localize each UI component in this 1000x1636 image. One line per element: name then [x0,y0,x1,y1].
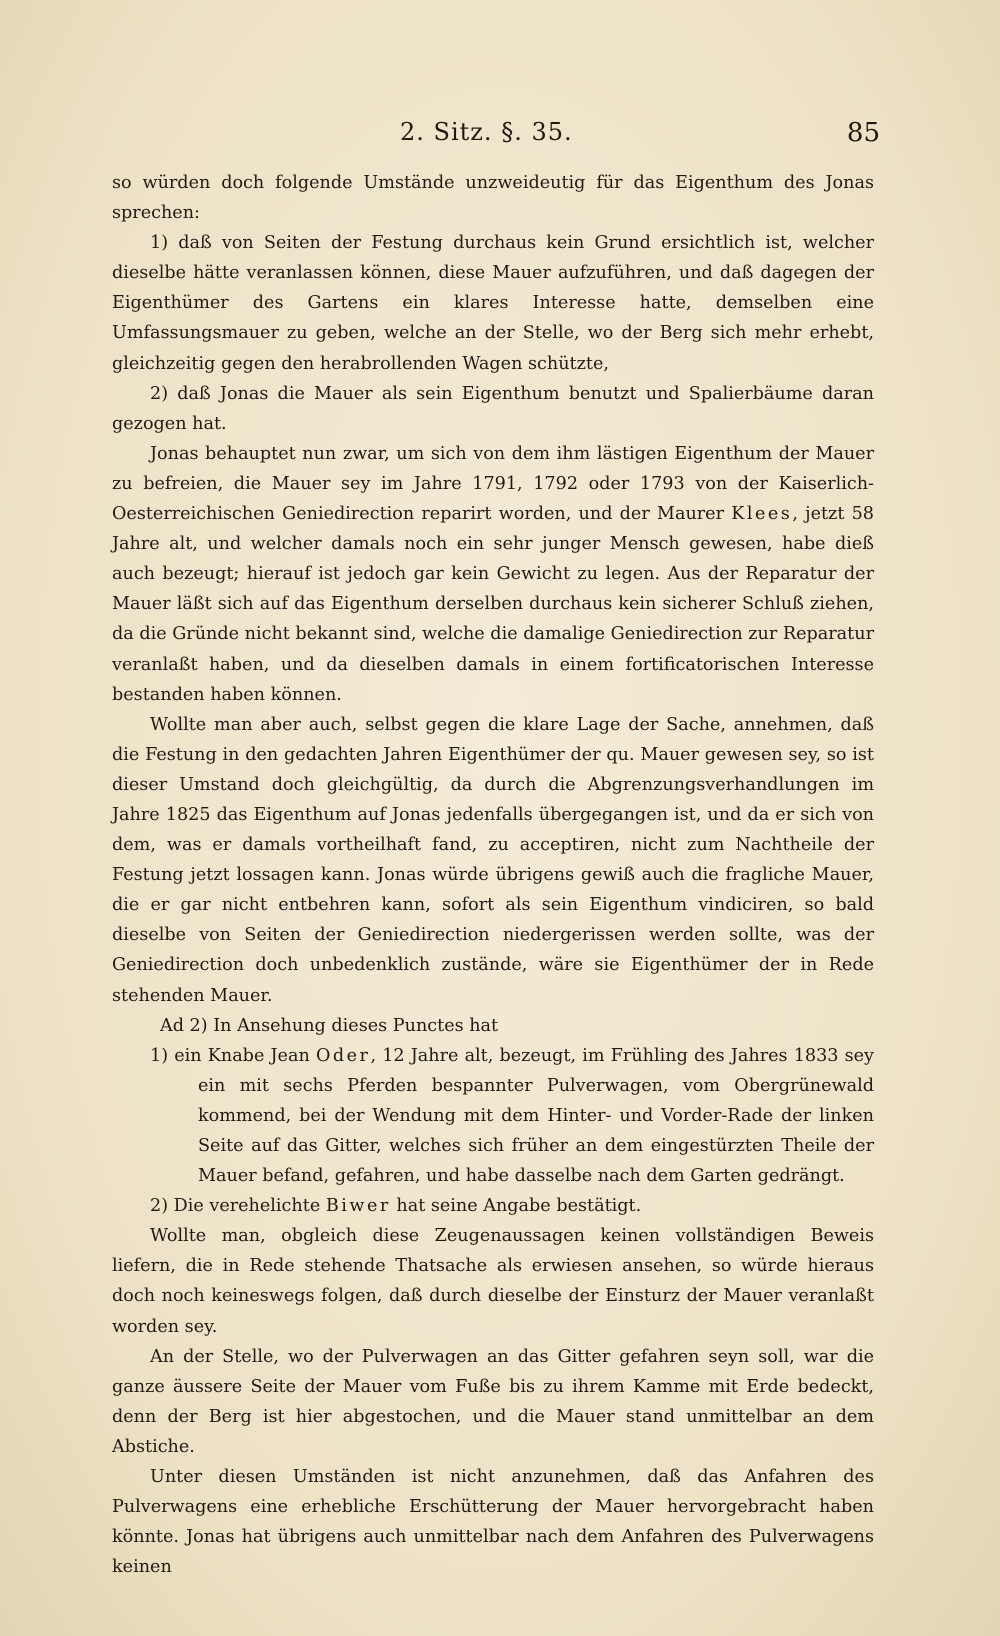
ad-2-heading: Ad 2) In Ansehung dieses Punctes hat [160,1015,499,1036]
text-run: 2) Die verehelichte [150,1196,326,1217]
paragraph-intro: so würden doch folgende Umstände unzweideutig für das Eigenthum des Jonas sprechen: [112,173,874,224]
text-run: 1) ein Knabe Jean [150,1045,316,1066]
page-number: 85 [846,118,880,148]
paragraph-jonas-claims [112,439,874,710]
section-heading: 2. Sitz. §. 35. [400,118,573,146]
witness-item-2 [112,1191,874,1221]
text-run: , 12 Jahre alt, bezeugt, im Frühling des Jahres 1833 sey ein mit sechs Pferden bespannter Pulverwagen, vom Obergrünewald kommend, bei der Wendung mit dem Hinter- und Vorder-Rade der linken Seite auf das Gitter, welches sich früher an dem eingestürzten Theile der Mauer befand, gefahren, und habe dasselbe nach dem Garten gedrängt. [198,1045,874,1187]
paragraph-testimony: Wollte man, obgleich diese Zeugenaussagen keinen vollständigen Beweis liefern, die in Rede stehende Thatsache als erwiesen ansehen, so würde hieraus doch noch keineswegs folgen, daß durch dieselbe der Einsturz der Mauer veranlaßt worden sey. [112,1226,874,1337]
witness-item-1 [112,1041,874,1191]
paragraph-location: An der Stelle, wo der Pulverwagen an das Gitter gefahren seyn soll, war die ganze äussere Seite der Mauer vom Fuße bis zu ihrem Kamme mit Erde bedeckt, denn der Berg ist hier abgestochen, und die Mauer stand unmittelbar an dem Abstiche. [112,1346,874,1457]
list-item-1: 1) daß von Seiten der Festung durchaus kein Grund ersichtlich ist, welcher dieselbe hätte veranlassen können, diese Mauer aufzuführen, und daß dagegen der Eigenthümer des Gartens ein klares Interesse hatte, demselben eine Umfassungsmauer zu geben, welche an der Stelle, wo der Berg sich mehr erhebt, gleichzeitig gegen den herabrollenden Wagen schützte, [112,233,874,374]
text-run: , jetzt 58 Jahre alt, und welcher damals noch ein sehr junger Mensch gewesen, habe dieß auch bezeugt; hierauf ist jedoch gar kein Gewicht zu legen. Aus der Reparatur der Mauer läßt sich auf das Eigenthum derselben durchaus kein sicherer Schluß ziehen, da die Gründe nicht bekannt sind, welche die damalige Geniedirection zur Reparatur veranlaßt haben, und da dieselben damals in einem fortificatorischen Interesse bestanden haben können. [112,504,874,705]
text-run: Jonas behauptet nun zwar, um sich von dem ihm lästigen Eigenthum der Mauer zu befreien, die Mauer sey im Jahre 1791, 1792 oder 1793 von der Kaiserlich-Oesterreichischen Geniedirection reparirt worden, und der Maurer [112,443,874,525]
paragraph-ownership: Wollte man aber auch, selbst gegen die klare Lage der Sache, annehmen, daß die Festung in den gedachten Jahren Eigenthümer der qu. Mauer gewesen sey, so ist dieser Umstand doch gleichgültig, da durch die Abgrenzungsverhandlungen im Jahre 1825 das Eigenthum auf Jonas jedenfalls übergegangen ist, und da er sich von dem, was er damals vortheilhaft fand, zu acceptiren, nicht zum Nachtheile der Festung jetzt lossagen kann. Jonas würde übrigens gewiß auch die fragliche Mauer, die er gar nicht entbehren kann, sofort als sein Eigenthum vindiciren, so bald dieselbe von Seiten der Geniedirection niedergerissen werden sollte, was der Geniedirection doch unbedenklich zustände, wäre sie Eigenthümer der in Rede stehenden Mauer. [112,714,874,1006]
name-biwer: Biwer [325,1196,391,1217]
running-header [100,118,880,158]
text-body [112,168,874,1582]
name-klees: Klees [731,504,793,525]
paragraph-conclusion: Unter diesen Umständen ist nicht anzunehmen, daß das Anfahren des Pulverwagens eine erhebliche Erschütterung der Mauer hervorgebracht haben könnte. Jonas hat übrigens auch unmittelbar nach dem Anfahren des Pulverwagens keinen [112,1467,874,1578]
text-run: hat seine Angabe bestätigt. [390,1196,642,1217]
list-item-2: 2) daß Jonas die Mauer als sein Eigenthum benutzt und Spalierbäume daran gezogen hat. [112,383,874,434]
name-oder: Oder [315,1045,371,1066]
